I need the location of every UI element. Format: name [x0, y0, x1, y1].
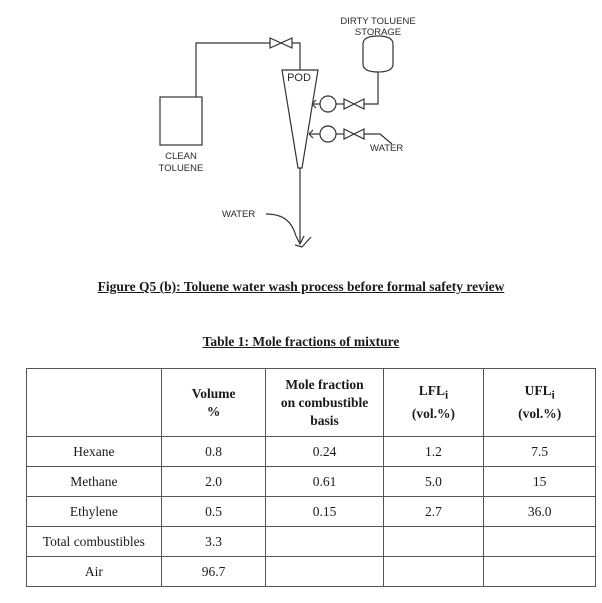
cell-component: Hexane: [27, 437, 162, 467]
cell-volume: 0.8: [161, 437, 266, 467]
cell-volume: 3.3: [161, 527, 266, 557]
table-row: [27, 527, 596, 557]
header-blank: [27, 369, 162, 437]
dirty-storage-vessel: [363, 36, 393, 72]
clean-toluene-label-1: CLEAN: [165, 151, 197, 162]
table-title: Table 1: Mole fractions of mixture: [202, 334, 400, 349]
mole-fraction-table: [26, 368, 596, 587]
table-row: [27, 467, 596, 497]
header-volume: Volume %: [161, 369, 266, 437]
cell-lfl: 1.2: [383, 437, 484, 467]
cell-component: Air: [27, 557, 162, 587]
cell-volume: 0.5: [161, 497, 266, 527]
cell-ufl: [484, 557, 596, 587]
clean-toluene-tank: [160, 97, 202, 145]
cell-ufl: 7.5: [484, 437, 596, 467]
cell-component: Ethylene: [27, 497, 162, 527]
header-lfl: $LFL_i$ (vol.%): [383, 369, 484, 437]
dirty-pump-icon: [320, 96, 336, 112]
water-label-right: WATER: [370, 143, 404, 154]
cell-ufl: [484, 527, 596, 557]
table-row: [27, 437, 596, 467]
cell-volume: 96.7: [161, 557, 266, 587]
top-valve-icon: [270, 38, 292, 48]
pod-vessel: [282, 70, 318, 168]
clean-toluene-line: [196, 43, 270, 97]
cell-mole-fraction: 0.61: [266, 467, 383, 497]
cell-mole-fraction: [266, 527, 383, 557]
cell-lfl: [383, 557, 484, 587]
cell-mole-fraction: 0.24: [266, 437, 383, 467]
process-flow-diagram: [0, 0, 602, 270]
water-inlet-arrow: [266, 214, 296, 236]
dirty-storage-label-1: DIRTY TOLUENE: [340, 16, 416, 27]
clean-toluene-label-2: TOLUENE: [158, 163, 204, 174]
cell-volume: 2.0: [161, 467, 266, 497]
header-mole-fraction: Mole fraction on combustible basis: [266, 369, 383, 437]
table-row: [27, 557, 596, 587]
cell-lfl: 5.0: [383, 467, 484, 497]
table-header-row: [27, 369, 596, 437]
dirty-valve-icon: [344, 99, 364, 109]
cell-component: Total combustibles: [27, 527, 162, 557]
cell-lfl: [383, 527, 484, 557]
cell-mole-fraction: 0.15: [266, 497, 383, 527]
header-ufl: $UFL_i$ (vol.%): [484, 369, 596, 437]
cell-mole-fraction: [266, 557, 383, 587]
cell-component: Methane: [27, 467, 162, 497]
water-pump-icon: [320, 126, 336, 142]
cell-lfl: 2.7: [383, 497, 484, 527]
table-row: [27, 497, 596, 527]
cell-ufl: 15: [484, 467, 596, 497]
figure-caption: Figure Q5 (b): Toluene water wash process before formal safety review: [97, 279, 505, 294]
water-label-left: WATER: [222, 209, 256, 220]
dirty-storage-label-2: STORAGE: [354, 27, 402, 38]
pod-label: POD: [287, 72, 311, 84]
cell-ufl: 36.0: [484, 497, 596, 527]
water-valve-icon: [344, 129, 364, 139]
